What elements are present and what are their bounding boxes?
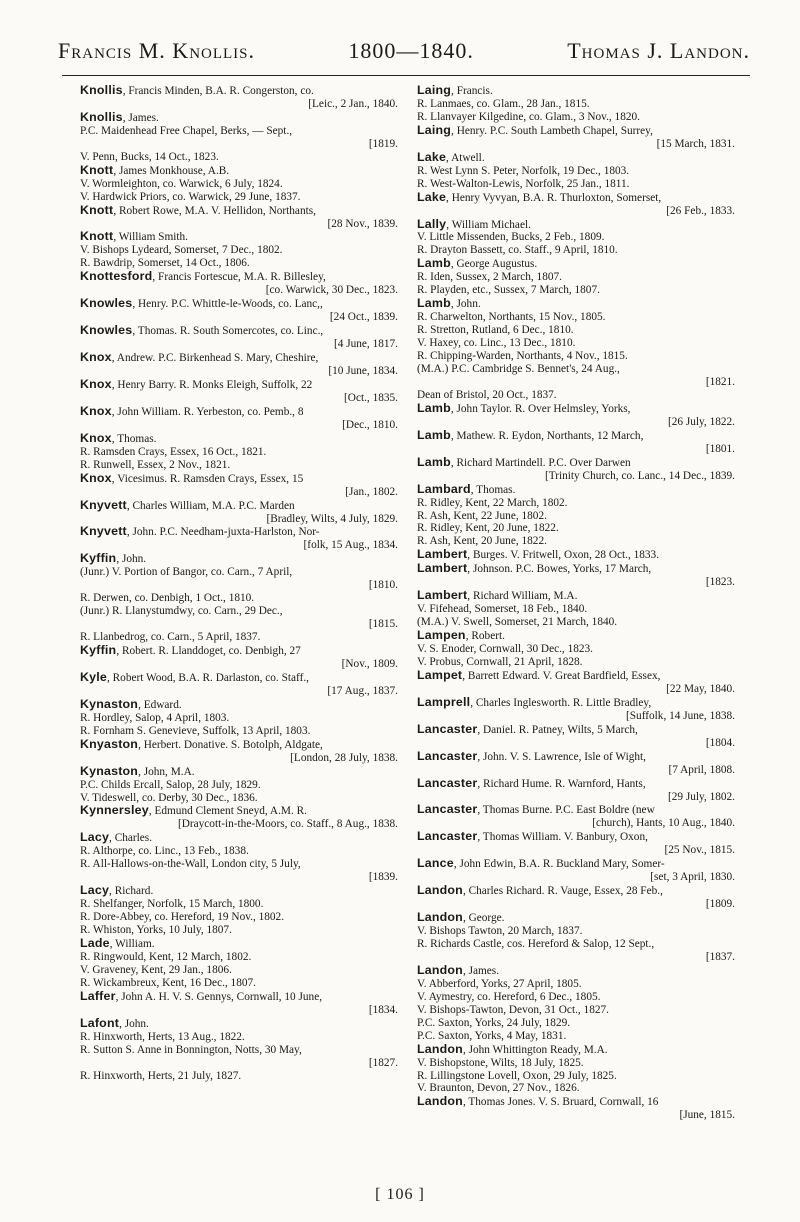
entry-line: R. Fornham S. Genevieve, Suffolk, 13 April, 1803. xyxy=(80,724,311,737)
entry xyxy=(80,111,398,164)
entry-continuation: [1839. xyxy=(368,871,398,884)
entry-first-line: Knox, Henry Barry. R. Monks Eleigh, Suffolk, 22 xyxy=(80,376,313,391)
entry xyxy=(417,589,735,629)
entry-headword: Knox xyxy=(80,430,112,445)
entry-line: R. West Lynn S. Peter, Norfolk, 19 Dec., 1803. xyxy=(417,164,630,177)
entry-continuation: [15 March, 1831. xyxy=(656,137,735,150)
entry-first-line: Lancaster, John. V. S. Lawrence, Isle of Wight, xyxy=(417,748,647,763)
entry-continuation: [1809. xyxy=(705,898,735,911)
entry-continuation: [Trinity Church, co. Lanc., 14 Dec., 1839. xyxy=(544,469,735,482)
header-rule xyxy=(62,75,750,76)
entry-line: V. Graveney, Kent, 29 Jan., 1806. xyxy=(80,963,232,976)
entry-line: R. Charwelton, Northants, 15 Nov., 1805. xyxy=(417,311,606,324)
entry-first-line: Knottesford, Francis Fortescue, M.A. R. Billesley, xyxy=(80,269,326,284)
entry-line: R. Ridley, Kent, 22 March, 1802. xyxy=(417,496,568,509)
entry-first-line: Knott, William Smith. xyxy=(80,229,188,244)
entry-continuation: [28 Nov., 1839. xyxy=(327,217,398,230)
entry-continuation: [Bradley, Wilts, 4 July, 1829. xyxy=(266,512,398,525)
entry-line: R. Ramsden Crays, Essex, 16 Oct., 1821. xyxy=(80,445,267,458)
entry-continuation: [1821. xyxy=(705,375,735,388)
entry xyxy=(417,669,735,696)
entry-line: R. Lanmaes, co. Glam., 28 Jan., 1815. xyxy=(417,97,590,110)
entry-first-line: Laing, Henry. P.C. South Lambeth Chapel, Surrey, xyxy=(417,122,653,137)
entry-line: R. Drayton Bassett, co. Staff., 9 April, 1810. xyxy=(417,244,618,257)
entry xyxy=(80,297,398,324)
right-column xyxy=(417,84,735,1122)
entry xyxy=(417,257,735,297)
entry-line: P.C. Childs Ercall, Salop, 28 July, 1829. xyxy=(80,778,261,791)
entry-line: V. Abberford, Yorks, 27 April, 1805. xyxy=(417,977,582,990)
entry xyxy=(80,738,398,765)
entry-first-line: Lambert, Burges. V. Fritwell, Oxon, 28 Oct., 1833. xyxy=(417,547,660,562)
entry-first-line: Lamb, John. xyxy=(417,296,481,311)
entry-first-line: Landon, James. xyxy=(417,962,500,977)
entry-headword: Kynaston xyxy=(80,763,139,778)
entry-line: R. Chipping-Warden, Northants, 4 Nov., 1815. xyxy=(417,350,628,363)
entry-first-line: Landon, Charles Richard. R. Vauge, Essex, 28 Feb., xyxy=(417,883,663,898)
entry-headword: Lake xyxy=(417,149,447,164)
entry-first-line: Landon, Thomas Jones. V. S. Bruard, Cornwall, 16 xyxy=(417,1094,659,1109)
entry-first-line: Knowles, Henry. P.C. Whittle-le-Woods, co. Lanc,, xyxy=(80,296,323,311)
running-head-left: Francis M. Knollis. xyxy=(58,38,256,63)
entry-line: R. Wickambreux, Kent, 16 Dec., 1807. xyxy=(80,976,256,989)
entry-first-line: Knollis, James. xyxy=(80,109,159,124)
entry-headword: Knott xyxy=(80,229,114,244)
entry xyxy=(417,191,735,218)
entry-headword: Lance xyxy=(417,856,454,871)
entry-line: R. Whiston, Yorks, 10 July, 1807. xyxy=(80,924,232,937)
entry-first-line: Landon, George. xyxy=(417,910,505,925)
entry-line: V. Little Missenden, Bucks, 2 Feb., 1809. xyxy=(417,231,605,244)
entry-first-line: Kynnersley, Edmund Clement Sneyd, A.M. R. xyxy=(80,803,307,818)
entry-headword: Lampen xyxy=(417,628,466,643)
entry xyxy=(80,432,398,472)
entry-headword: Knox xyxy=(80,403,112,418)
entry-line: V. Bishops Tawton, 20 March, 1837. xyxy=(417,925,583,938)
entry-first-line: Lambert, Richard William, M.A. xyxy=(417,588,578,603)
entry xyxy=(417,803,735,830)
entry-line: V. Probus, Cornwall, 21 April, 1828. xyxy=(417,655,583,668)
entry-headword: Lancaster xyxy=(417,721,478,736)
entry-continuation: [17 Aug., 1837. xyxy=(327,684,398,697)
entry-headword: Lancaster xyxy=(417,829,478,844)
entry-headword: Lake xyxy=(417,189,447,204)
entry xyxy=(417,562,735,589)
entry-line: V. Hardwick Priors, co. Warwick, 29 June, 1837. xyxy=(80,190,301,203)
entry xyxy=(80,644,398,671)
entry-line: R. West-Walton-Lewis, Norfolk, 25 Jan., 1811. xyxy=(417,177,630,190)
entry xyxy=(80,378,398,405)
entry-line: P.C. Maidenhead Free Chapel, Berks, — Sept., xyxy=(80,124,293,137)
entry-line: R. Hordley, Salop, 4 April, 1803. xyxy=(80,711,230,724)
entry-line: R. Bawdrip, Somerset, 14 Oct., 1806. xyxy=(80,257,250,270)
entry-first-line: Knowles, Thomas. R. South Somercotes, co. Linc., xyxy=(80,323,324,338)
entry-first-line: Knox, John William. R. Yerbeston, co. Pemb., 8 xyxy=(80,403,304,418)
entry xyxy=(80,884,398,937)
entry-line: R. Shelfanger, Norfolk, 15 March, 1800. xyxy=(80,898,264,911)
entry-headword: Laing xyxy=(417,122,452,137)
entry-continuation: [24 Oct., 1839. xyxy=(329,311,398,324)
entry-first-line: Lampet, Barrett Edward. V. Great Bardfield, Essex, xyxy=(417,667,661,682)
entry xyxy=(417,723,735,750)
entry-continuation: [Dec., 1810. xyxy=(342,418,398,431)
entry-line: R. Sutton S. Anne in Bonnington, Notts, 30 May, xyxy=(80,1043,302,1056)
entry xyxy=(417,964,735,1043)
entry xyxy=(80,552,398,644)
entry-headword: Landon xyxy=(417,910,463,925)
entry-first-line: Landon, John Whittington Ready, M.A. xyxy=(417,1041,608,1056)
entry xyxy=(80,990,398,1017)
entry-headword: Lambert xyxy=(417,547,468,562)
entry-headword: Laing xyxy=(417,83,452,97)
entry xyxy=(417,884,735,911)
entry-first-line: Lafont, John. xyxy=(80,1015,149,1030)
entry-line: (M.A.) V. Swell, Somerset, 21 March, 1840. xyxy=(417,616,618,629)
entry-first-line: Knott, James Monkhouse, A.B. xyxy=(80,162,230,177)
entry-continuation: [Suffolk, 14 June, 1838. xyxy=(626,709,735,722)
entry xyxy=(80,937,398,990)
entry-line: P.C. Saxton, Yorks, 4 May, 1831. xyxy=(417,1029,567,1042)
entry-first-line: Lacy, Charles. xyxy=(80,830,153,845)
entry-first-line: Lake, Henry Vyvyan, B.A. R. Thurloxton, Somerset, xyxy=(417,189,662,204)
entry-first-line: Knott, Robert Rowe, M.A. V. Hellidon, Northants, xyxy=(80,202,316,217)
entry-line: V. Braunton, Devon, 27 Nov., 1826. xyxy=(417,1082,580,1095)
page-number: [ 106 ] xyxy=(375,1186,425,1203)
entry-line: R. Stretton, Rutland, 6 Dec., 1810. xyxy=(417,324,574,337)
entry-headword: Kynaston xyxy=(80,696,139,711)
entry-line: R. Playden, etc., Sussex, 7 March, 1807. xyxy=(417,284,600,297)
entry-headword: Lambard xyxy=(417,481,471,496)
entry-headword: Knyaston xyxy=(80,736,139,751)
entry-line: V. Bishops Lydeard, Somerset, 7 Dec., 1802. xyxy=(80,244,283,257)
entry-line: V. Haxey, co. Linc., 13 Dec., 1810. xyxy=(417,337,576,350)
entry xyxy=(80,204,398,231)
entry-first-line: Lally, William Michael. xyxy=(417,216,531,231)
entry-headword: Lamb xyxy=(417,454,451,469)
entry xyxy=(417,1095,735,1122)
entry xyxy=(417,911,735,964)
entry xyxy=(417,750,735,777)
entry xyxy=(417,548,735,562)
entry-line: V. Wormleighton, co. Warwick, 6 July, 1824. xyxy=(80,177,283,190)
entry-continuation: [1801. xyxy=(705,442,735,455)
entry-line: Dean of Bristol, 20 Oct., 1837. xyxy=(417,388,557,401)
entry-continuation: [Oct., 1835. xyxy=(344,391,398,404)
entry-line: R. Richards Castle, cos. Hereford & Salop, 12 Sept., xyxy=(417,938,655,950)
entry-continuation: [26 Feb., 1833. xyxy=(666,204,735,217)
entry-first-line: Lamb, Mathew. R. Eydon, Northants, 12 March, xyxy=(417,427,644,442)
entry-headword: Knox xyxy=(80,350,112,365)
entry-continuation: [26 July, 1822. xyxy=(667,415,735,428)
entry xyxy=(417,1043,735,1096)
entry-first-line: Lade, William. xyxy=(80,936,155,950)
entry xyxy=(80,831,398,884)
entry-first-line: Lake, Atwell. xyxy=(417,149,485,164)
entry-line: V. Bishops-Tawton, Devon, 31 Oct., 1827. xyxy=(417,1003,609,1016)
entry-first-line: Lance, John Edwin, B.A. R. Buckland Mary, Somer- xyxy=(417,856,665,871)
entry-line: (Junr.) V. Portion of Bangor, co. Carn., 7 April, xyxy=(80,566,293,579)
entry-headword: Lade xyxy=(80,936,110,950)
entry-first-line: Lancaster, Richard Hume. R. Warnford, Hants, xyxy=(417,775,646,790)
entry xyxy=(80,804,398,831)
running-head xyxy=(58,38,750,64)
entry-headword: Landon xyxy=(417,1041,463,1056)
entry xyxy=(417,218,735,258)
entry-continuation: [London, 28 July, 1838. xyxy=(290,751,398,764)
entry-continuation: [22 May, 1840. xyxy=(666,682,735,695)
entry xyxy=(417,456,735,483)
entry-headword: Kynnersley xyxy=(80,803,149,818)
entry xyxy=(80,270,398,297)
entry-continuation: [Draycott-in-the-Moors, co. Staff., 8 Aug., 1838. xyxy=(177,818,398,831)
entry xyxy=(80,351,398,378)
entry-continuation: [10 June, 1834. xyxy=(328,365,398,378)
entry-continuation: [4 June, 1817. xyxy=(333,338,398,351)
entry-continuation: [folk, 15 Aug., 1834. xyxy=(303,539,398,552)
entry xyxy=(80,405,398,432)
entry-first-line: Lamb, John Taylor. R. Over Helmsley, Yorks, xyxy=(417,400,631,415)
entry-headword: Lamb xyxy=(417,296,451,311)
entry-headword: Knollis xyxy=(80,83,123,97)
entry-continuation: [1834. xyxy=(368,1003,398,1016)
entry-headword: Knowles xyxy=(80,323,133,338)
entry xyxy=(80,671,398,698)
entry-headword: Landon xyxy=(417,962,463,977)
entry-continuation: [1819. xyxy=(368,137,398,150)
entry-line: R. Ringwould, Kent, 12 March, 1802. xyxy=(80,950,252,963)
entry-line: R. Hinxworth, Herts, 13 Aug., 1822. xyxy=(80,1030,245,1043)
entry-first-line: Lambert, Johnson. P.C. Bowes, Yorks, 17 March, xyxy=(417,561,652,576)
entry-headword: Kyle xyxy=(80,669,107,684)
entry-first-line: Kyffin, John. xyxy=(80,551,147,566)
entry-headword: Kyffin xyxy=(80,551,117,566)
entry-headword: Lamb xyxy=(417,400,451,415)
entry-continuation: [29 July, 1802. xyxy=(667,790,735,803)
entry-line: R. Runwell, Essex, 2 Nov., 1821. xyxy=(80,458,231,471)
entry-first-line: Kynaston, John, M.A. xyxy=(80,763,195,778)
entry-headword: Knyvett xyxy=(80,497,127,512)
entry-continuation: [1837. xyxy=(705,950,735,963)
entry-headword: Laffer xyxy=(80,988,116,1003)
entry-first-line: Knyaston, Herbert. Donative. S. Botolph, Aldgate, xyxy=(80,736,323,751)
entry-headword: Knowles xyxy=(80,296,133,311)
entry xyxy=(80,230,398,270)
entry xyxy=(80,698,398,738)
entry-line: V. S. Enoder, Cornwall, 30 Dec., 1823. xyxy=(417,643,593,656)
entry-first-line: Knollis, Francis Minden, B.A. R. Congerston, co. xyxy=(80,83,314,97)
entry-headword: Knollis xyxy=(80,109,123,124)
entry-first-line: Lambard, Thomas. xyxy=(417,481,516,496)
entry-headword: Lancaster xyxy=(417,802,478,817)
entry-line: R. Llanvayer Kilgedine, co. Glam., 3 Nov., 1820. xyxy=(417,110,640,123)
entry-headword: Lampet xyxy=(417,667,463,682)
entry-headword: Lafont xyxy=(80,1015,120,1030)
entry-first-line: Knox, Andrew. P.C. Birkenhead S. Mary, Cheshire, xyxy=(80,350,319,365)
running-head-center: 1800—1840. xyxy=(348,38,474,63)
left-column xyxy=(80,84,398,1082)
entry-first-line: Lamb, George Augustus. xyxy=(417,256,538,271)
entry-line: R. Althorpe, co. Linc., 13 Feb., 1838. xyxy=(80,845,249,858)
entry-headword: Lacy xyxy=(80,830,110,845)
entry-continuation: [25 Nov., 1815. xyxy=(664,844,735,857)
entry-first-line: Kyle, Robert Wood, B.A. R. Darlaston, co. Staff., xyxy=(80,669,309,684)
entry-continuation: [1827. xyxy=(368,1056,398,1069)
entry-first-line: Knyvett, John. P.C. Needham-juxta-Harlston, Nor- xyxy=(80,524,320,539)
entry-headword: Lambert xyxy=(417,588,468,603)
entry-first-line: Lamprell, Charles Inglesworth. R. Little Bradley, xyxy=(417,694,652,709)
entry-first-line: Kynaston, Edward. xyxy=(80,696,182,711)
entry-line: R. Ash, Kent, 20 June, 1822. xyxy=(417,535,547,548)
entry-line: R. Ridley, Kent, 20 June, 1822. xyxy=(417,522,559,535)
entry-headword: Knott xyxy=(80,202,114,217)
running-head-right: Thomas J. Landon. xyxy=(567,38,750,63)
entry-continuation: [Leic., 2 Jan., 1840. xyxy=(308,97,398,110)
entry xyxy=(80,472,398,499)
entry-headword: Knox xyxy=(80,376,112,391)
entry xyxy=(417,777,735,804)
entry xyxy=(417,429,735,456)
entry-headword: Lancaster xyxy=(417,775,478,790)
entry-continuation: [1804. xyxy=(705,736,735,749)
entry-line: R. Dore-Abbey, co. Hereford, 19 Nov., 1802. xyxy=(80,911,285,924)
entry xyxy=(80,765,398,805)
entry xyxy=(80,324,398,351)
entry-continuation: [set, 3 April, 1830. xyxy=(650,871,735,884)
entry-line: V. Fifehead, Somerset, 18 Feb., 1840. xyxy=(417,603,588,616)
entry-headword: Lancaster xyxy=(417,748,478,763)
entry xyxy=(80,164,398,204)
entry-first-line: Knox, Vicesimus. R. Ramsden Crays, Essex, 15 xyxy=(80,470,304,485)
entry-first-line: Kyffin, Robert. R. Llanddoget, co. Denbigh, 27 xyxy=(80,643,301,658)
entry xyxy=(417,151,735,191)
entry-first-line: Laing, Francis. xyxy=(417,83,493,97)
entry-line: (M.A.) P.C. Cambridge S. Bennet's, 24 Aug., xyxy=(417,363,620,376)
entry-continuation: [Jan., 1802. xyxy=(345,485,398,498)
entry-line: (Junr.) R. Llanystumdwy, co. Carn., 29 Dec., xyxy=(80,605,283,618)
entry xyxy=(417,84,735,124)
entry-first-line: Lamb, Richard Martindell. P.C. Over Darwen xyxy=(417,454,631,469)
entry-headword: Lamb xyxy=(417,256,451,271)
entry-headword: Kyffin xyxy=(80,643,117,658)
entry-first-line: Laffer, John A. H. V. S. Gennys, Cornwall, 10 June, xyxy=(80,988,323,1003)
entry-headword: Lamprell xyxy=(417,694,471,709)
entry-continuation: [1823. xyxy=(705,576,735,589)
entry-line: R. Hinxworth, Herts, 21 July, 1827. xyxy=(80,1069,242,1082)
entry-line: R. Derwen, co. Denbigh, 1 Oct., 1810. xyxy=(80,592,255,605)
entry-line: R. All-Hallows-on-the-Wall, London city, 5 July, xyxy=(80,858,301,871)
entry-headword: Landon xyxy=(417,883,463,898)
entry xyxy=(417,124,735,151)
entry-continuation: [church), Hants, 10 Aug., 1840. xyxy=(592,817,735,830)
entry-first-line: Lancaster, Thomas William. V. Banbury, Oxon, xyxy=(417,829,648,844)
entry xyxy=(417,830,735,857)
entry-first-line: Lacy, Richard. xyxy=(80,883,154,898)
entry-headword: Lally xyxy=(417,216,447,231)
entry-first-line: Lampen, Robert. xyxy=(417,628,505,643)
entry-line: V. Penn, Bucks, 14 Oct., 1823. xyxy=(80,150,219,163)
entry-continuation: [7 April, 1808. xyxy=(668,763,735,776)
entry-line: R. Lillingstone Lovell, Oxon, 29 July, 1825. xyxy=(417,1069,617,1082)
entry-line: V. Bishopstone, Wilts, 18 July, 1825. xyxy=(417,1056,584,1069)
entry-first-line: Lancaster, Thomas Burne. P.C. East Boldre (new xyxy=(417,802,655,817)
entry-continuation: [June, 1815. xyxy=(679,1109,735,1122)
entry-headword: Knottesford xyxy=(80,269,153,284)
entry xyxy=(80,499,398,526)
entry xyxy=(417,629,735,669)
entry-line: R. Llanbedrog, co. Carn., 5 April, 1837. xyxy=(80,631,261,644)
entry-continuation: [co. Warwick, 30 Dec., 1823. xyxy=(265,284,398,297)
entry-headword: Landon xyxy=(417,1094,463,1109)
entry xyxy=(80,84,398,111)
entry-first-line: Knyvett, Charles William, M.A. P.C. Marden xyxy=(80,497,295,512)
entry-headword: Lacy xyxy=(80,883,110,898)
entry-headword: Knox xyxy=(80,470,112,485)
entry-line: R. Ash, Kent, 22 June, 1802. xyxy=(417,509,547,522)
entry xyxy=(80,525,398,552)
entry xyxy=(417,696,735,723)
entry-headword: Knott xyxy=(80,162,114,177)
entry-continuation: [1810. xyxy=(368,579,398,592)
entry xyxy=(417,402,735,429)
entry-line: V. Aymestry, co. Hereford, 6 Dec., 1805. xyxy=(417,990,601,1003)
entry-continuation: [1815. xyxy=(368,618,398,631)
entry-first-line: Lancaster, Daniel. R. Patney, Wilts, 5 March, xyxy=(417,721,638,736)
entry xyxy=(417,857,735,884)
entry-line: V. Tideswell, co. Derby, 30 Dec., 1836. xyxy=(80,791,258,804)
entry xyxy=(417,483,735,549)
entry xyxy=(80,1017,398,1083)
entry-line: R. Iden, Sussex, 2 March, 1807. xyxy=(417,271,562,284)
entry xyxy=(417,297,735,402)
entry-headword: Knyvett xyxy=(80,524,127,539)
entry-headword: Lamb xyxy=(417,427,451,442)
entry-continuation: [Nov., 1809. xyxy=(341,657,398,670)
entry-first-line: Knox, Thomas. xyxy=(80,430,157,445)
entry-headword: Lambert xyxy=(417,561,468,576)
entry-line: P.C. Saxton, Yorks, 24 July, 1829. xyxy=(417,1016,571,1029)
